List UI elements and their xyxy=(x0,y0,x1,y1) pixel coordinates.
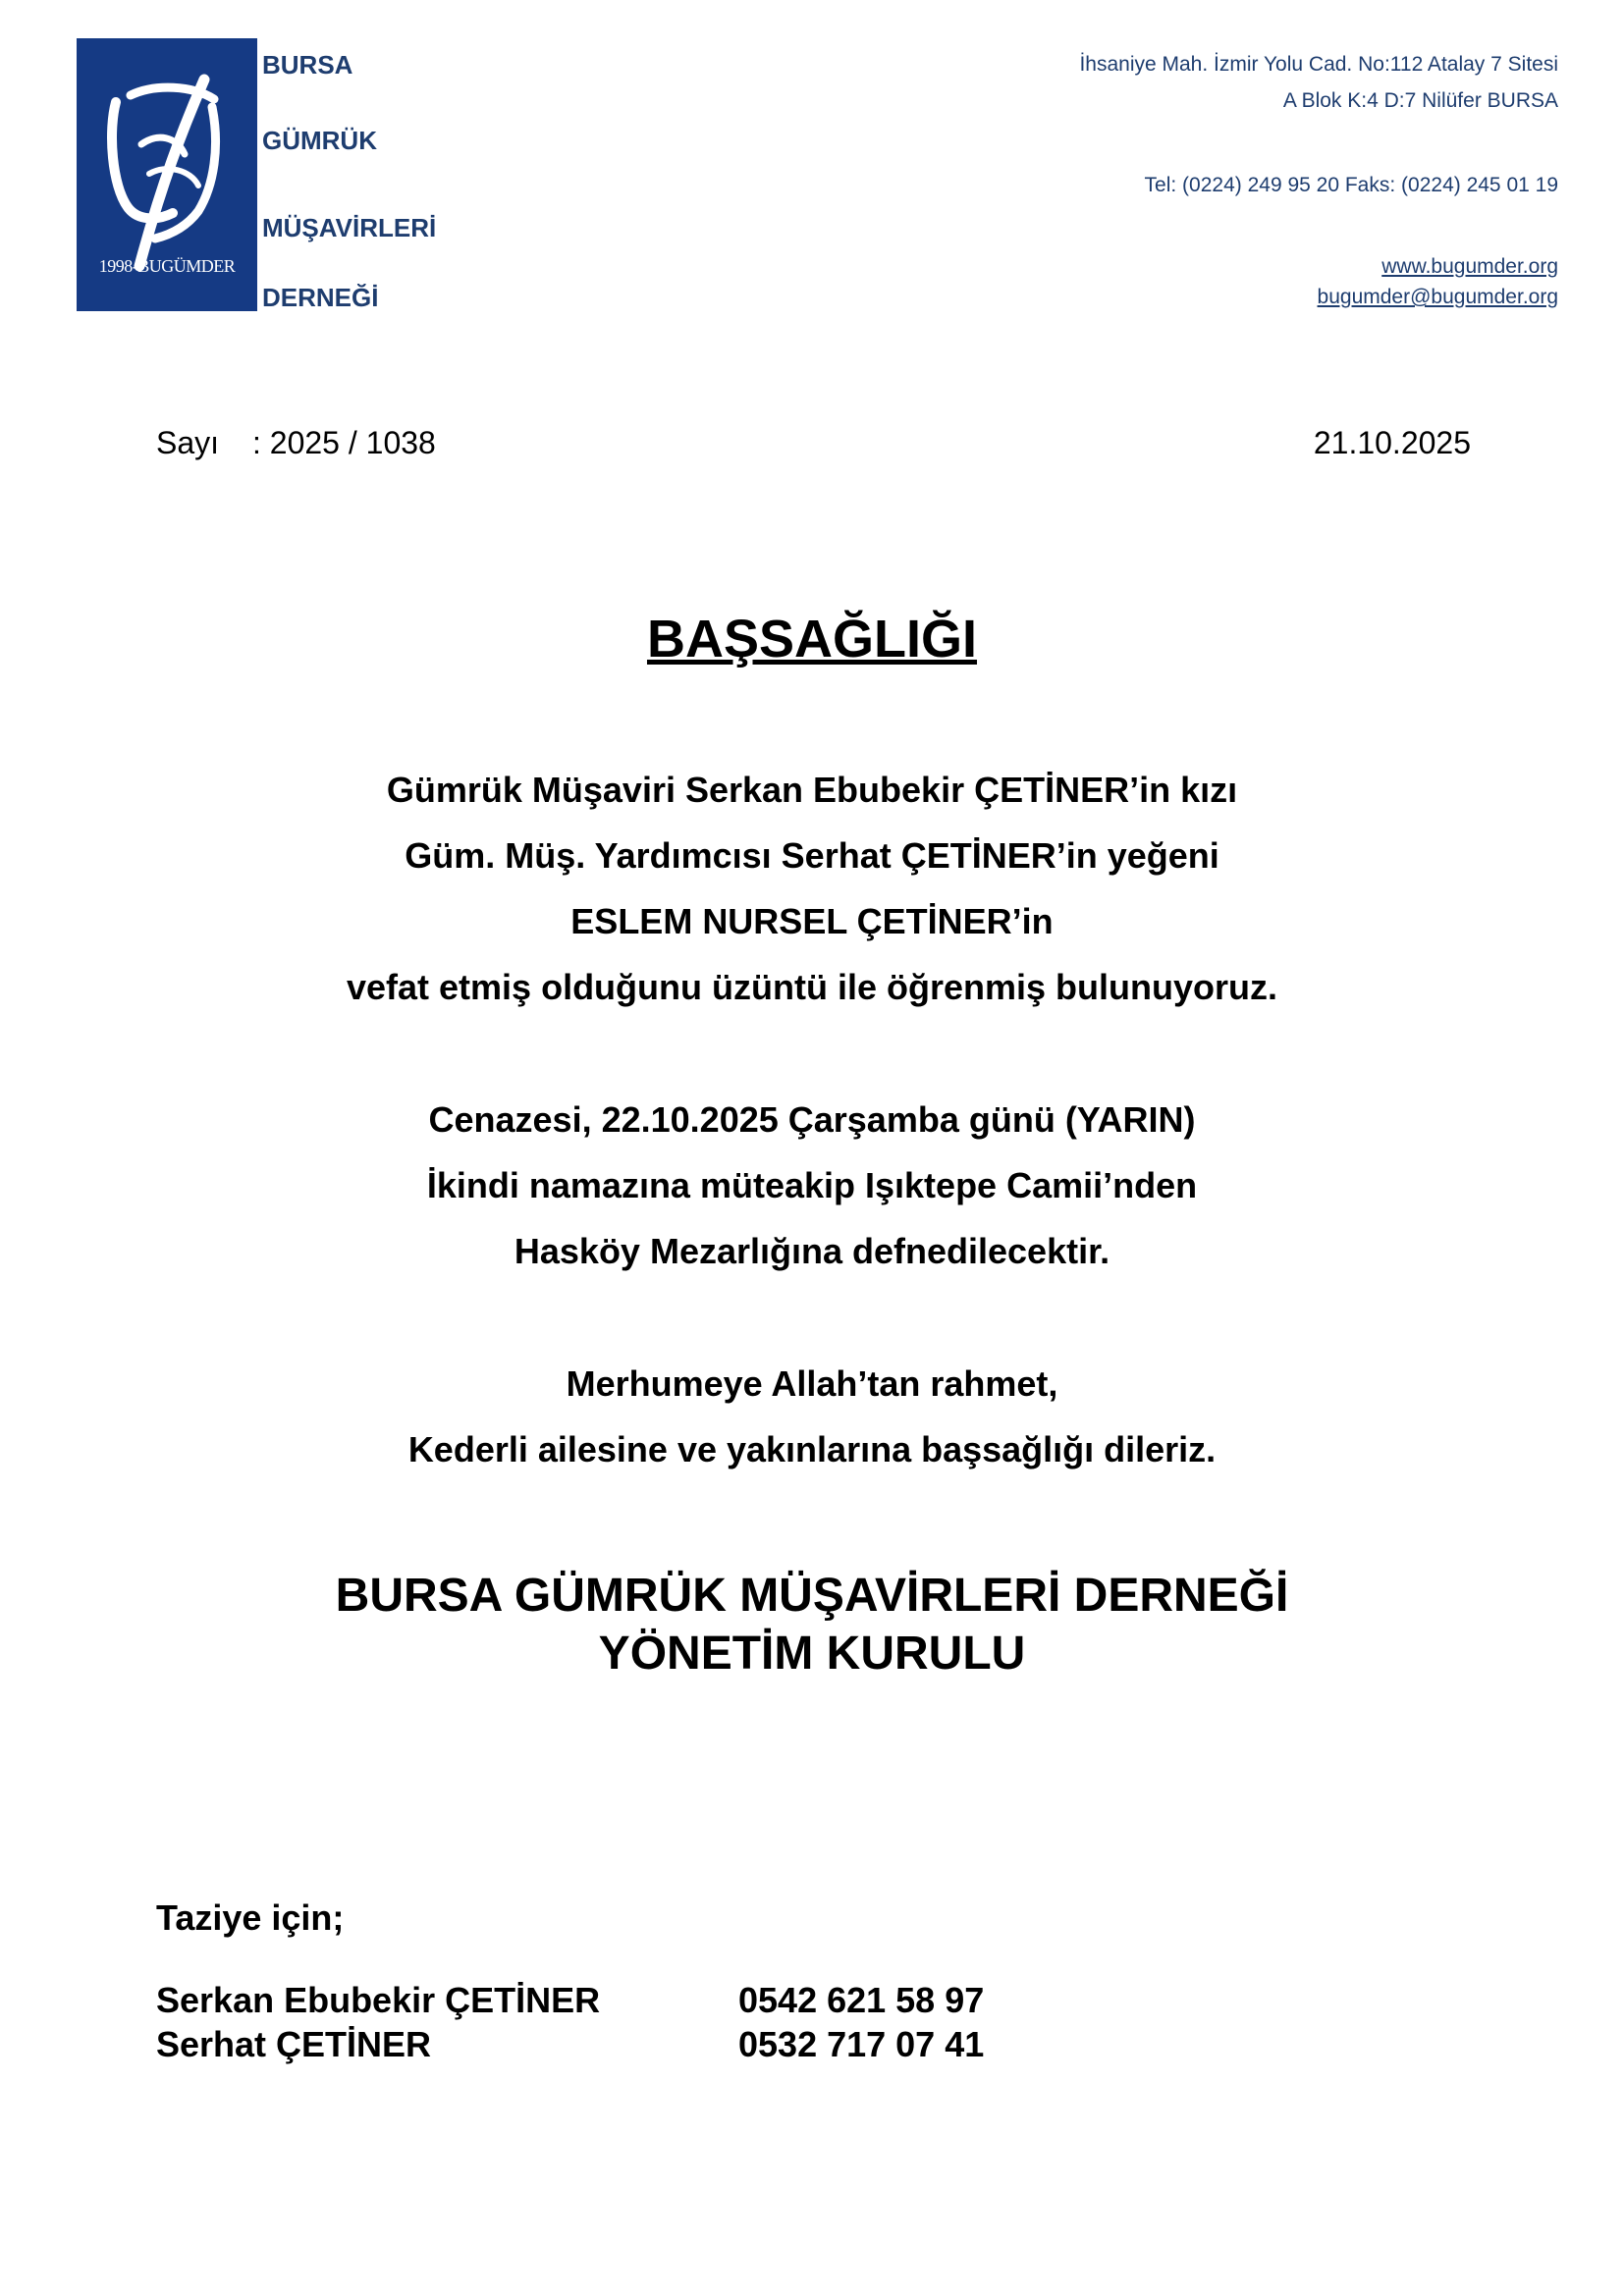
contact-phone: 0542 621 58 97 xyxy=(738,1980,985,2020)
address-line-1: İhsaniye Mah. İzmir Yolu Cad. No:112 Atalay 7 Sitesi xyxy=(1079,53,1558,76)
body-line: Güm. Müş. Yardımcısı Serhat ÇETİNER’in yeğeni xyxy=(405,835,1219,876)
address-line-2: A Blok K:4 D:7 Nilüfer BURSA xyxy=(1282,89,1558,112)
logo-caption: 1998-BUGÜMDER xyxy=(98,256,236,276)
org-name-line-3: MÜŞAVİRLERİ xyxy=(262,213,437,242)
signature-board: YÖNETİM KURULU xyxy=(598,1628,1026,1680)
org-name-line-4: DERNEĞİ xyxy=(262,283,379,312)
body-line: vefat etmiş olduğunu üzüntü ile öğrenmiş bulunuyoruz. xyxy=(346,967,1277,1007)
document-date: 21.10.2025 xyxy=(1313,425,1471,460)
body-line: Merhumeye Allah’tan rahmet, xyxy=(566,1363,1058,1404)
body-line: ESLEM NURSEL ÇETİNER’in xyxy=(570,901,1054,941)
website-link[interactable]: www.bugumder.org xyxy=(1381,255,1558,278)
condolence-heading: Taziye için; xyxy=(156,1897,345,1938)
phone-fax: Tel: (0224) 249 95 20 Faks: (0224) 245 01 19 xyxy=(1144,174,1558,196)
body-line: Gümrük Müşaviri Serkan Ebubekir ÇETİNER’in kızı xyxy=(386,770,1238,810)
reference-number: : 2025 / 1038 xyxy=(252,425,436,460)
reference-label: Sayı xyxy=(156,425,220,460)
body-line: Hasköy Mezarlığına defnedilecektir. xyxy=(514,1231,1110,1271)
org-name-line-2: GÜMRÜK xyxy=(262,126,377,155)
body-line: İkindi namazına müteakip Işıktepe Camii’nden xyxy=(426,1165,1198,1205)
body-line: Cenazesi, 22.10.2025 Çarşamba günü (YARIN) xyxy=(428,1099,1196,1140)
contact-phone: 0532 717 07 41 xyxy=(738,2024,985,2064)
contact-name: Serkan Ebubekir ÇETİNER xyxy=(156,1980,601,2020)
signature-org: BURSA GÜMRÜK MÜŞAVİRLERİ DERNEĞİ xyxy=(335,1570,1289,1622)
document-title: BAŞSAĞLIĞI xyxy=(646,610,978,668)
contact-name: Serhat ÇETİNER xyxy=(156,2024,432,2064)
body-line: Kederli ailesine ve yakınlarına başsağlığı dileriz. xyxy=(407,1429,1217,1469)
org-name-line-1: BURSA xyxy=(262,50,353,80)
association-logo xyxy=(77,38,257,311)
email-link[interactable]: bugumder@bugumder.org xyxy=(1317,286,1558,308)
